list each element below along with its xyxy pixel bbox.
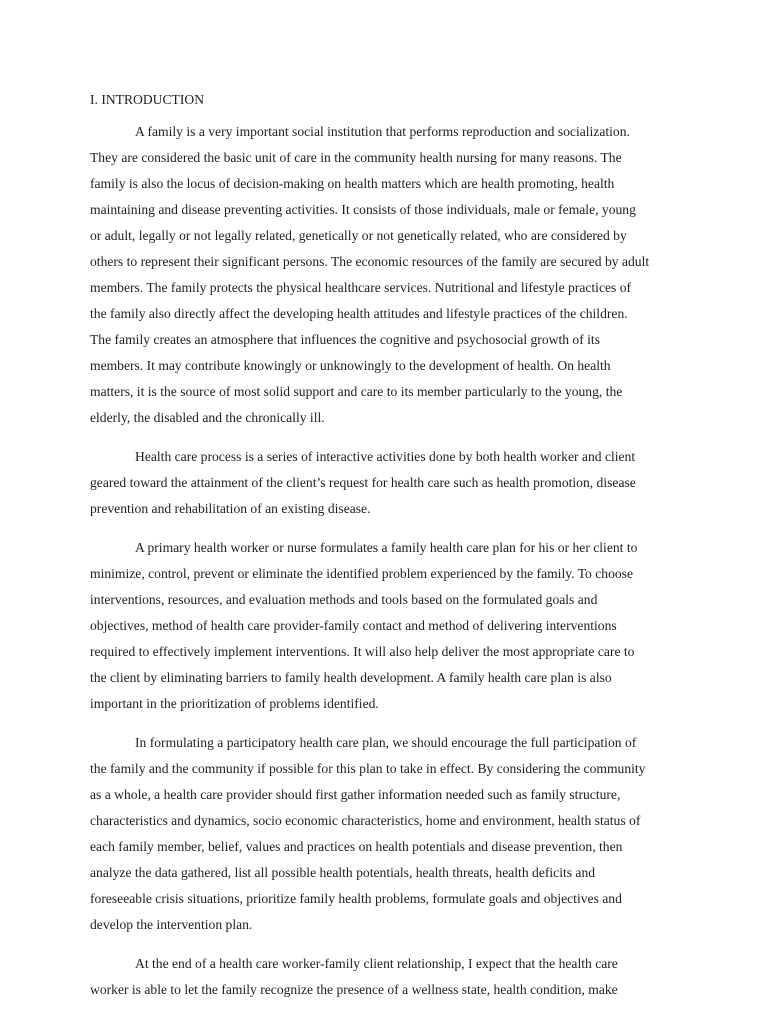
paragraph-family-health-care-plan: A primary health worker or nurse formulates a family health care plan for his or her client to minimize, control, prevent or eliminate the identified problem experienced by the family. To choose interventions, resources, and evaluation methods and tools based on the formulated goals and objectives, method of health care provider-family contact and method of delivering interventions required to effectively implement interventions. It will also help deliver the most appropriate care to the client by eliminating barriers to family health development. A family health care plan is also important in the prioritization of problems identified. [90,540,638,711]
document-body [90,90,650,1016]
section-heading: I. INTRODUCTION [90,92,205,107]
paragraph-participatory-plan: In formulating a participatory health care plan, we should encourage the full participation of the family and the community if possible for this plan to take in effect. By considering the community as a whole, a health care provider should first gather information needed such as family structure, characteristics and dynamics, socio economic characteristics, home and environment, health status of each family member, belief, values and practices on health potentials and disease prevention, then analyze the data gathered, list all possible health potentials, health threats, health deficits and foreseeable crisis situations, prioritize family health problems, formulate goals and objectives and develop the intervention plan. [90,735,646,932]
paragraph-health-care-process: Health care process is a series of interactive activities done by both health worker and client geared toward the attainment of the client’s request for health care such as health promotion, disease prevention and rehabilitation of an existing disease. [90,449,636,516]
paragraph-expected-outcome: At the end of a health care worker-family client relationship, I expect that the health care worker is able to let the family recognize the presence of a wellness state, health condition, make [90,956,618,997]
paragraph-family-definition: A family is a very important social institution that performs reproduction and socialization. They are considered the basic unit of care in the community health nursing for many reasons. The family is also the locus of decision-making on health matters which are health promoting, health maintaining and disease preventing activities. It consists of those individuals, male or female, young or adult, legally or not legally related, genetically or not genetically related, who are considered by others to represent their significant persons. The economic resources of the family are secured by adult members. The family protects the physical healthcare services. Nutritional and lifestyle practices of the family also directly affect the developing health attitudes and lifestyle practices of the children. The family creates an atmosphere that influences the cognitive and psychosocial growth of its members. It may contribute knowingly or unknowingly to the development of health. On health matters, it is the source of most solid support and care to its member particularly to the young, the elderly, the disabled and the chronically ill. [90,124,650,425]
